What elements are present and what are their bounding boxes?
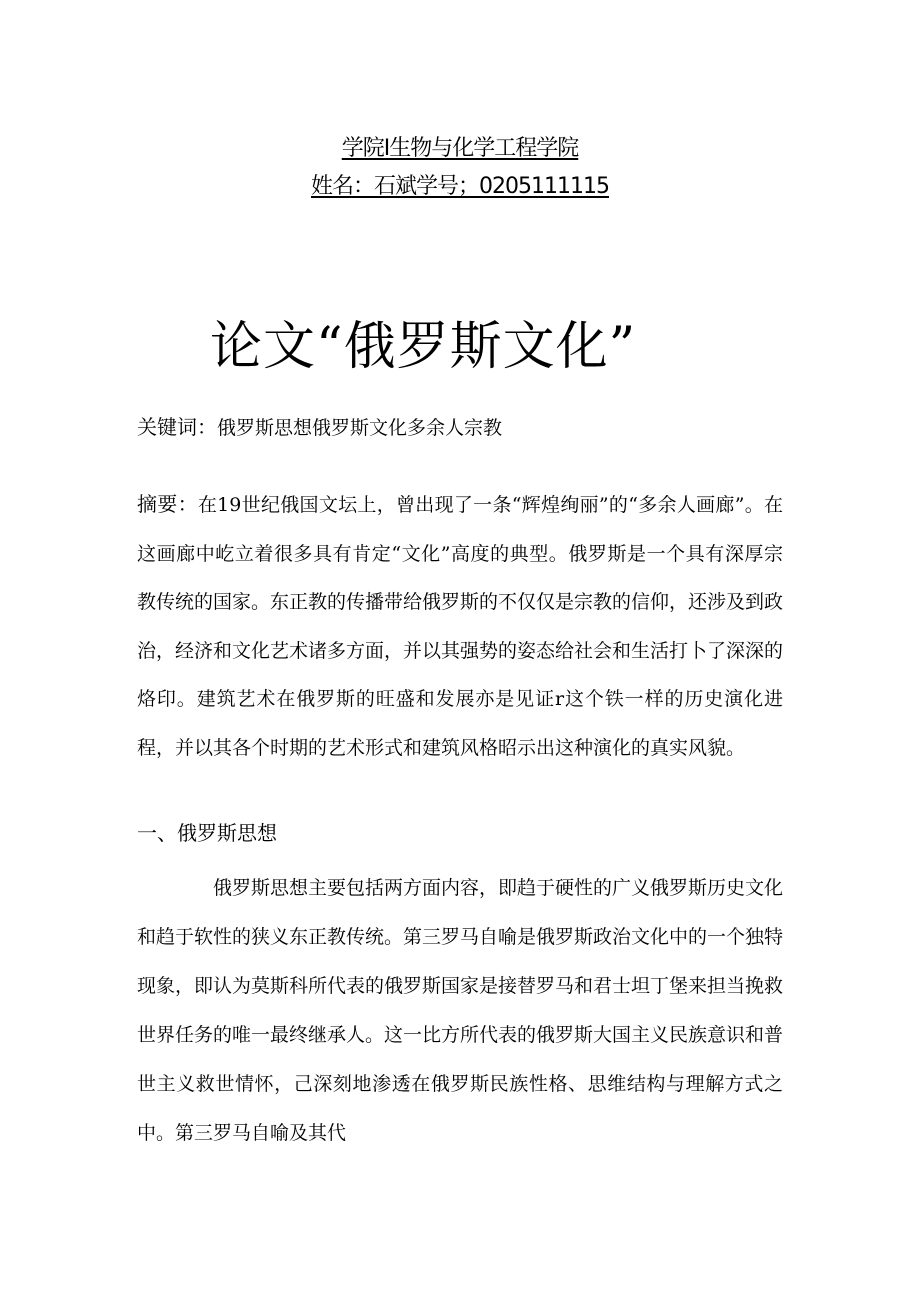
paper-title: 论文“俄罗斯文化” <box>210 317 637 377</box>
keywords-line <box>137 411 797 444</box>
keywords-text: 俄罗斯思想俄罗斯文化多余人宗教 <box>217 417 503 439</box>
abstract-paragraph <box>137 480 783 772</box>
abstract-text: 在19世纪俄国文坛上，曾出现了一条“辉煌绚丽”的“多余人画廊”。在这画廊中屹立着很多具有肯定“文化”高度的典型。俄罗斯是一个具有深厚宗教传统的国家。东正教的传播带给俄罗斯的不仅仅是宗教的信仰，还涉及到政治，经济和文化艺术诸多方面，并以其强势的姿态给社会和生活打卜了深深的烙印。建筑艺术在俄罗斯的旺盛和发展亦是见证r这个铁一样的历史演化进程，并以其各个时期的艺术形式和建筑风格昭示出这种演化的真实风貌。 <box>137 494 784 759</box>
keywords-label: 关键词： <box>137 415 217 439</box>
body-paragraph: 俄罗斯思想主要包括两方面内容，即趋于硬性的广义俄罗斯历史文化和趋于软性的狭义东正教传统。第三罗马自喻是俄罗斯政治文化中的一个独特现象，即认为莫斯科所代表的俄罗斯国家是接替罗马和君士坦丁堡来担当挽救世界任务的唯一最终继承人。这一比方所代表的俄罗斯大国主义民族意识和普世主义救世情怀，己深刻地渗透在俄罗斯民族性格、思维结构与理解方式之中。第三罗马自喻及其代 <box>137 877 784 1144</box>
college-line: 学院I生物与化学工程学院 <box>341 136 579 161</box>
section-heading: 一、俄罗斯思想 <box>137 821 277 845</box>
abstract-label: 摘要： <box>137 492 198 516</box>
name-student-id-line: 姓名：石斌学号；0205111115 <box>311 174 609 199</box>
